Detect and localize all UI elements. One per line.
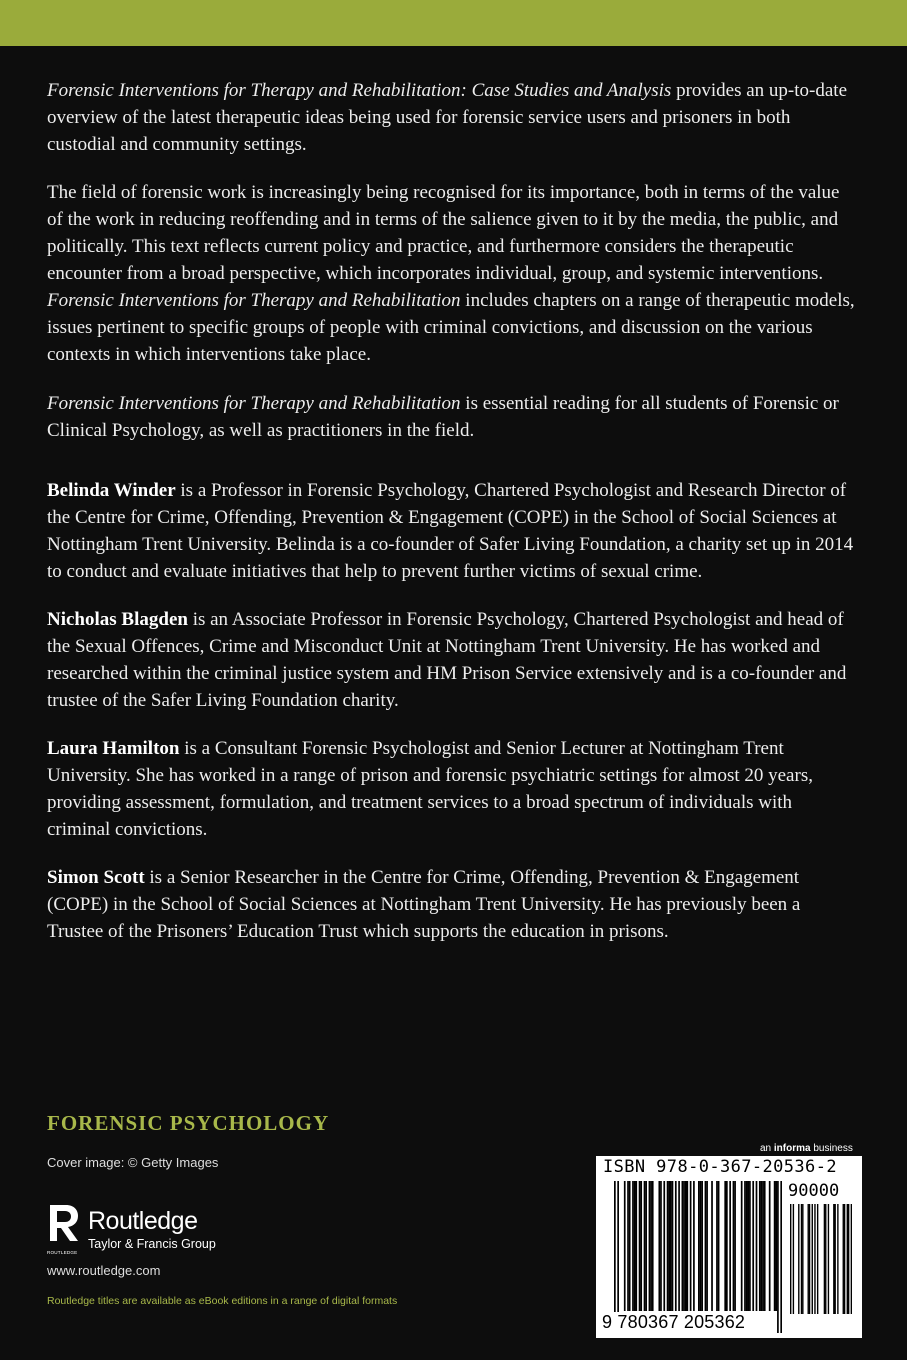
barcode-bar (632, 1181, 634, 1311)
barcode-bar (741, 1181, 743, 1311)
barcode-bar (700, 1181, 702, 1311)
barcode-bar (649, 1181, 651, 1311)
barcode-bar (645, 1181, 647, 1311)
barcode-bar (672, 1181, 674, 1311)
blurb-paragraph-2: The field of forensic work is increasingly being recognised for its importance, both in terms of the value of the work in reducing reoffending and in terms of the salience given to it by the media, the public, and politically. This text reflects current policy and practice, and furthermore considers the therapeutic encounter from a broad perspective, which incorporates individual, group, and systemic interventions. Forensic Interventions for Therapy and Rehabilitation includes chapters on a range of therapeutic models, issues pertinent to specific groups of people with criminal convictions, and discussion on the various contexts in which interventions take place. (47, 182, 855, 365)
barcode-bar (614, 1181, 616, 1333)
informa-tagline: an informa business (760, 1143, 853, 1154)
barcode-bar (761, 1181, 763, 1311)
barcode-bar (734, 1181, 736, 1311)
barcode-bar (716, 1181, 718, 1311)
barcode-bar (706, 1181, 708, 1311)
barcode-bar (798, 1204, 799, 1314)
barcode-bar (752, 1181, 754, 1311)
barcode-bar (682, 1181, 684, 1311)
barcode-bar (617, 1181, 619, 1333)
barcode-bar (724, 1181, 726, 1311)
barcode-bar (843, 1204, 844, 1314)
barcode-bar (756, 1181, 758, 1311)
blurb-paragraph-1: Forensic Interventions for Therapy and Rehabilitation: Case Studies and Analysis provides an up-to-date overview of the latest therapeutic ideas being used for forensic service users and prisoners in both custodial and community settings. (47, 80, 848, 155)
barcode-bar (690, 1181, 692, 1311)
barcode-bar (685, 1181, 687, 1311)
author-bio-winder: Belinda Winder is a Professor in Forensic Psychology, Chartered Psychologist and Research Director of the Centre for Crime, Offending, Prevention & Engagement (COPE) in the School of Social Sciences at Nottingham Trent University. Belinda is a co-founder of Safer Living Foundation, a charity set up in 2014 to conduct and evaluate initiatives that help to prevent further victims of sexual crime. (47, 480, 854, 582)
author-bio-blagden: Nicholas Blagden is an Associate Professor in Forensic Psychology, Chartered Psychologist and head of the Sexual Offences, Crime and Misconduct Unit at Nottingham Trent University. He has worked and researched within the criminal justice system and HM Prison Service extensively and is a co-founder and trustee of the Safer Living Foundation charity. (47, 609, 847, 711)
publisher-name: Routledge (88, 1207, 198, 1235)
barcode-bar (802, 1204, 803, 1314)
barcode-bar (640, 1181, 642, 1311)
barcode-bar (635, 1181, 637, 1311)
barcode-bar (644, 1181, 646, 1311)
routledge-logo (44, 1203, 244, 1255)
price-code: 90000 (788, 1181, 840, 1201)
barcode-bar (652, 1181, 654, 1311)
barcode-bar (698, 1181, 700, 1311)
book-title-italic: Forensic Interventions for Therapy and Rehabilitation: Case Studies and Analysis (47, 80, 672, 101)
barcode-bar (834, 1204, 835, 1314)
book-title-italic: Forensic Interventions for Therapy and Rehabilitation (47, 393, 461, 414)
subject-category: FORENSIC PSYCHOLOGY (47, 1111, 330, 1135)
barcode-bar (814, 1204, 815, 1314)
ebook-note: Routledge titles are available as eBook editions in a range of digital formats (47, 1295, 398, 1307)
barcode-bar (808, 1204, 809, 1314)
barcode-bar (817, 1204, 818, 1314)
barcode-bar (660, 1181, 662, 1311)
barcode-bar (848, 1204, 849, 1314)
barcode-bar (828, 1204, 829, 1314)
barcode-bar (844, 1204, 845, 1314)
top-color-band (0, 0, 907, 46)
book-title-italic: Forensic Interventions for Therapy and Rehabilitation (47, 290, 461, 311)
barcode-bar (769, 1181, 771, 1311)
price-barcode (790, 1204, 852, 1314)
barcode-bar (749, 1181, 751, 1311)
barcode-bar (777, 1181, 779, 1333)
barcode-bar (670, 1181, 672, 1311)
barcode-bar (812, 1204, 813, 1314)
barcode-bar (678, 1181, 680, 1311)
barcode-bar (851, 1204, 852, 1314)
author-bio-scott: Simon Scott is a Senior Researcher in the Centre for Crime, Offending, Prevention & Engagement (COPE) in the School of Social Sciences at Nottingham Trent University. He has previously been a Trustee of the Prisoners’ Education Trust which supports the education in prisons. (47, 867, 801, 942)
barcode-bar (701, 1181, 703, 1311)
barcode-bar (663, 1181, 665, 1311)
barcode-bar (780, 1181, 782, 1333)
barcode-bar (650, 1181, 652, 1311)
barcode-bar (675, 1181, 677, 1311)
barcode-bar (629, 1181, 631, 1311)
barcode-bar (837, 1204, 838, 1314)
barcode-bar (801, 1204, 802, 1314)
barcode-bar (686, 1181, 688, 1311)
barcode-bar (793, 1204, 794, 1314)
isbn-label: ISBN 978-0-367-20536-2 (603, 1157, 837, 1177)
barcode-bar (624, 1181, 626, 1311)
barcode-bar (762, 1181, 764, 1311)
barcode-bar (790, 1204, 791, 1314)
barcode-bar (733, 1181, 735, 1311)
author-name: Nicholas Blagden (47, 609, 188, 630)
barcode-bar (711, 1181, 713, 1311)
barcode-bar (667, 1181, 669, 1311)
barcode-bar (718, 1181, 720, 1311)
barcode-bar (825, 1204, 826, 1314)
barcode-bar (693, 1181, 695, 1311)
barcode-bar (759, 1181, 761, 1311)
back-cover-text (47, 77, 859, 945)
barcode-bar (746, 1181, 748, 1311)
barcode-bar (683, 1181, 685, 1311)
routledge-r-icon (44, 1203, 80, 1255)
barcode-bar (833, 1204, 834, 1314)
barcode-bar (639, 1181, 641, 1311)
author-bio-hamilton: Laura Hamilton is a Consultant Forensic Psychologist and Senior Lecturer at Nottingham Trent University. She has worked in a range of prison and forensic psychiatric settings for almost 20 years, providing assessment, formulation, and treatment services to a broad spectrum of individuals with criminal convictions. (47, 738, 813, 840)
logo-vertical-text: ROUTLEDGE (47, 1250, 78, 1255)
barcode-bar (705, 1181, 707, 1311)
author-name: Belinda Winder (47, 480, 176, 501)
barcode-bar (847, 1204, 848, 1314)
barcode-bar (668, 1181, 670, 1311)
author-name: Simon Scott (47, 867, 145, 888)
barcode-bar (627, 1181, 629, 1311)
cover-image-credit: Cover image: © Getty Images (47, 1155, 219, 1170)
barcode-bar (747, 1181, 749, 1311)
barcode-bar (774, 1181, 776, 1311)
barcode-bar (744, 1181, 746, 1311)
barcode-bar (729, 1181, 731, 1311)
barcode-bar (775, 1181, 777, 1311)
barcode-bar (634, 1181, 636, 1311)
publisher-website: www.routledge.com (47, 1263, 161, 1278)
author-name: Laura Hamilton (47, 738, 180, 759)
barcode-bar (764, 1181, 766, 1311)
barcode-bar (809, 1204, 810, 1314)
barcode-bar (658, 1181, 660, 1311)
barcode-bar (824, 1204, 825, 1314)
isbn-digits: 9 780367 205362 (602, 1312, 746, 1332)
publisher-group: Taylor & Francis Group (88, 1237, 216, 1251)
barcode-bar (726, 1181, 728, 1311)
isbn-barcode (614, 1181, 782, 1333)
blurb-paragraph-3: Forensic Interventions for Therapy and Rehabilitation is essential reading for all students of Forensic or Clinical Psychology, as well as practitioners in the field. (47, 393, 839, 441)
